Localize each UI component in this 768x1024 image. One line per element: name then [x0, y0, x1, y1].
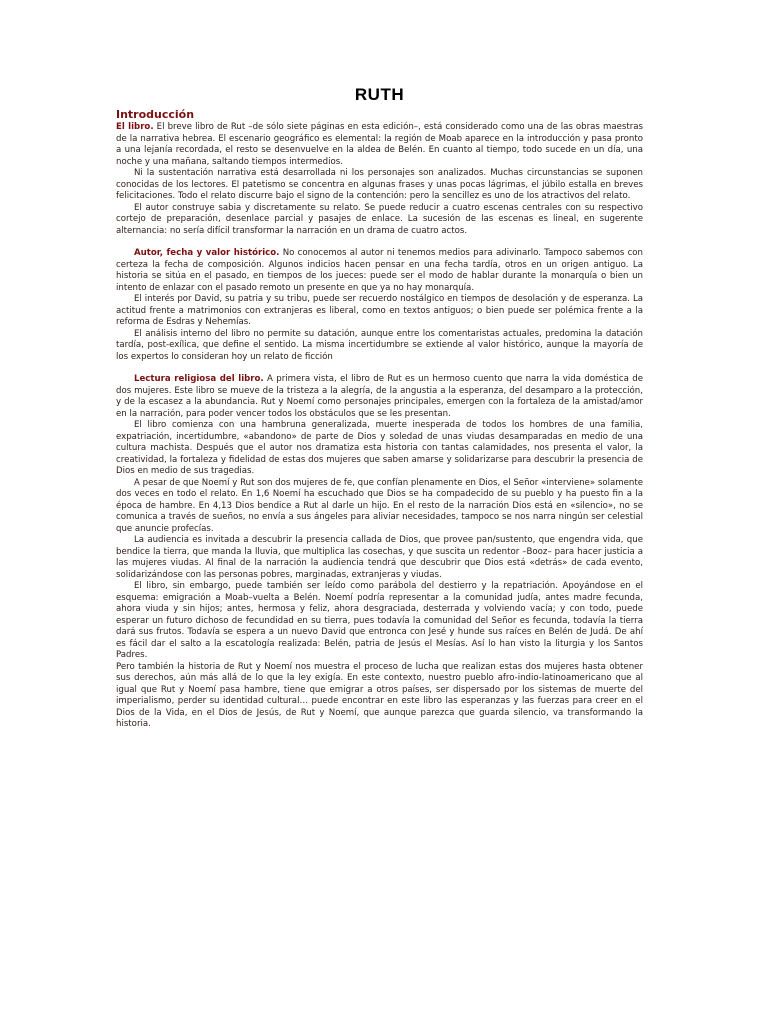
document-page	[116, 84, 643, 731]
paragraph-lead: El libro.	[116, 122, 154, 132]
paragraph-text: A pesar de que Noemí y Rut son dos mujeres de fe, que confían plenamente en Dios, el Señor «interviene» solamente dos veces en todo el relato. En 1,6 Noemí ha escuchado que Dios se ha compadecido de su pueblo y ha puesto fin a la época de hambre. En 4,13 Dios bendice a Rut al darle un hijo. En el resto de la narración Dios está en «silencio», no se comunica a través de sueños, no envía a sus ángeles para aliviar necesidades, tampoco se nos narra ningún ser celestial que anuncie profecías.	[116, 477, 643, 534]
paragraph	[116, 294, 643, 329]
paragraph-text: La audiencia es invitada a descubrir la presencia callada de Dios, que provee pan/sustento, que engendra vida, que bendice la tierra, que manda la lluvia, que multiplica las cosechas, y que suscita un redentor –Booz– para hacer justicia a las mujeres viudas. Al final de la narración la audiencia tendrá que descubrir que Dios está «detrás» de cada evento, solidarizándose con las personas pobres, marginadas, extranjeras y viudas.	[116, 535, 643, 580]
paragraph	[116, 122, 643, 168]
paragraph	[116, 203, 643, 238]
paragraph	[116, 374, 643, 420]
paragraph	[116, 535, 643, 581]
paragraph	[116, 581, 643, 662]
page-title: RUTH	[354, 85, 405, 104]
paragraph-text: El autor construye sabia y discretamente su relato. Se puede reducir a cuatro escenas centrales con su respectivo cortejo de preparación, desenlace parcial y pasajes de enlace. La sucesión de las escenas es lineal, en sugerente alternancia: no sería difícil transformar la narración en un drama de cuatro actos.	[116, 202, 643, 236]
section-gap	[116, 363, 643, 374]
paragraph-text: El libro comienza con una hambruna generalizada, muerte inesperada de todos los hombres de una familia, expatriación, incertidumbre, «abandono» de parte de Dios y soledad de unas viudas desamparadas en medio de una cultura machista. Después que el autor nos dramatiza esta historia con tantas calamidades, nos presenta el valor, la creatividad, la fortaleza y fidelidad de estas dos mujeres que saben amarse y solidarizarse para descubrir la presencia de Dios en medio de sus tragedias.	[116, 420, 643, 476]
intro-heading: Introducción	[116, 108, 195, 121]
paragraph-text: Pero también la historia de Rut y Noemí nos muestra el proceso de lucha que realizan estas dos mujeres hasta obtener sus derechos, aún más allá de lo que la ley exigía. En este contexto, nuestro pueblo afro-indio-latinoamericano que al igual que Rut y Noemí pasa hambre, tiene que emigrar a otros países, ser dispersado por los sistemas de muerte del imperialismo, perder su identidad cultural… puede encontrar en este libro las esperanzas y las fuerzas para creer en el Dios de la Vida, en el Dios de Jesús, de Rut y Noemí, que aunque parezca que guarda silencio, va transformando la historia.	[116, 661, 643, 729]
paragraph-text: El análisis interno del libro no permite su datación, aunque entre los comentaristas actuales, predomina la datación tardía, post-exílica, que define el sentido. La misma incertidumbre se extiende al valor histórico, aunque la mayoría de los expertos lo consideran hoy un relato de ficción	[116, 328, 643, 362]
paragraph-lead: Lectura religiosa del libro.	[134, 374, 264, 384]
paragraph-lead: Autor, fecha y valor histórico.	[134, 248, 280, 258]
paragraph-text: El libro, sin embargo, puede también ser leído como parábola del destierro y la repatriación. Apoyándose en el esquema: emigración a Moab–vuelta a Belén. Noemí podría representar a la comunidad judía, antes madre fecunda, ahora viuda y sin hijos; antes, hermosa y feliz, ahora desgraciada, desterrada y volviendo vacía; y con todo, puede esperar un futuro dichoso de fecundidad en su tierra, pues todavía la comunidad del Señor es fecunda, todavía la tierra dará sus frutos. Todavía se espera a un nuevo David que entronca con Jesé y hunde sus raíces en Belén de Judá. De ahí es fácil dar el salto a la escatología realizada: Belén, patria de Jesús el Mesías. Así lo han visto la liturgia y los Santos Padres.	[116, 581, 643, 660]
paragraph	[116, 329, 643, 364]
paragraph	[116, 420, 643, 478]
paragraph-text: No conocemos al autor ni tenemos medios para adivinarlo. Tampoco sabemos con certeza la fecha de composición. Algunos indicios hacen pensar en una fecha tardía, otros en un origen antiguo. La historia se sitúa en el pasado, en tiempos de los jueces: puede ser el modo de hablar durante la monarquía o bien un intento de enlazar con el pasado remoto un presente en que ya no hay monarquía.	[116, 248, 644, 293]
section-gap	[116, 237, 643, 248]
paragraph-text: Ni la sustentación narrativa está desarrollada ni los personajes son analizados. Muchas circunstancias se suponen conocidas de los lectores. El patetismo se concentra en algunas frases y unas pocas lágrimas, el júbilo estalla en breves felicitaciones. Todo el relato discurre bajo el signo de la contención: pero la sencillez es uno de los atractivos del relato.	[116, 168, 643, 201]
paragraph	[116, 662, 643, 731]
paragraph	[116, 168, 643, 203]
paragraph-text: A primera vista, el libro de Rut es un hermoso cuento que narra la vida doméstica de dos mujeres. Este libro se mueve de la tristeza a la alegría, de la angustia a la esperanza, del desamparo a la protección, y de la escasez a la abundancia. Rut y Noemí como personajes principales, emergen con la fortaleza de la amistad/amor en la narración, para poder vencer todos los obstáculos que se les presentan.	[116, 374, 644, 419]
paragraph-text: El interés por David, su patria y su tribu, puede ser recuerdo nostálgico en tiempos de desolación y de esperanza. La actitud frente a matrimonios con extranjeras es liberal, como en textos antiguos; o bien puede ser polémica frente a la reforma de Esdras y Nehemías.	[116, 294, 643, 327]
paragraph	[116, 478, 643, 536]
paragraph-text: El breve libro de Rut –de sólo siete páginas en esta edición–, está considerado como una de las obras maestras de la narrativa hebrea. El escenario geográfico es elemental: la región de Moab aparece en la introducción y pasa pronto a una lejanía recordada, el resto se desenvuelve en la aldea de Belén. En cuanto al tiempo, todo sucede en un día, una noche y una mañana, saltando tiempos intermedios.	[116, 122, 644, 167]
paragraph	[116, 248, 643, 294]
